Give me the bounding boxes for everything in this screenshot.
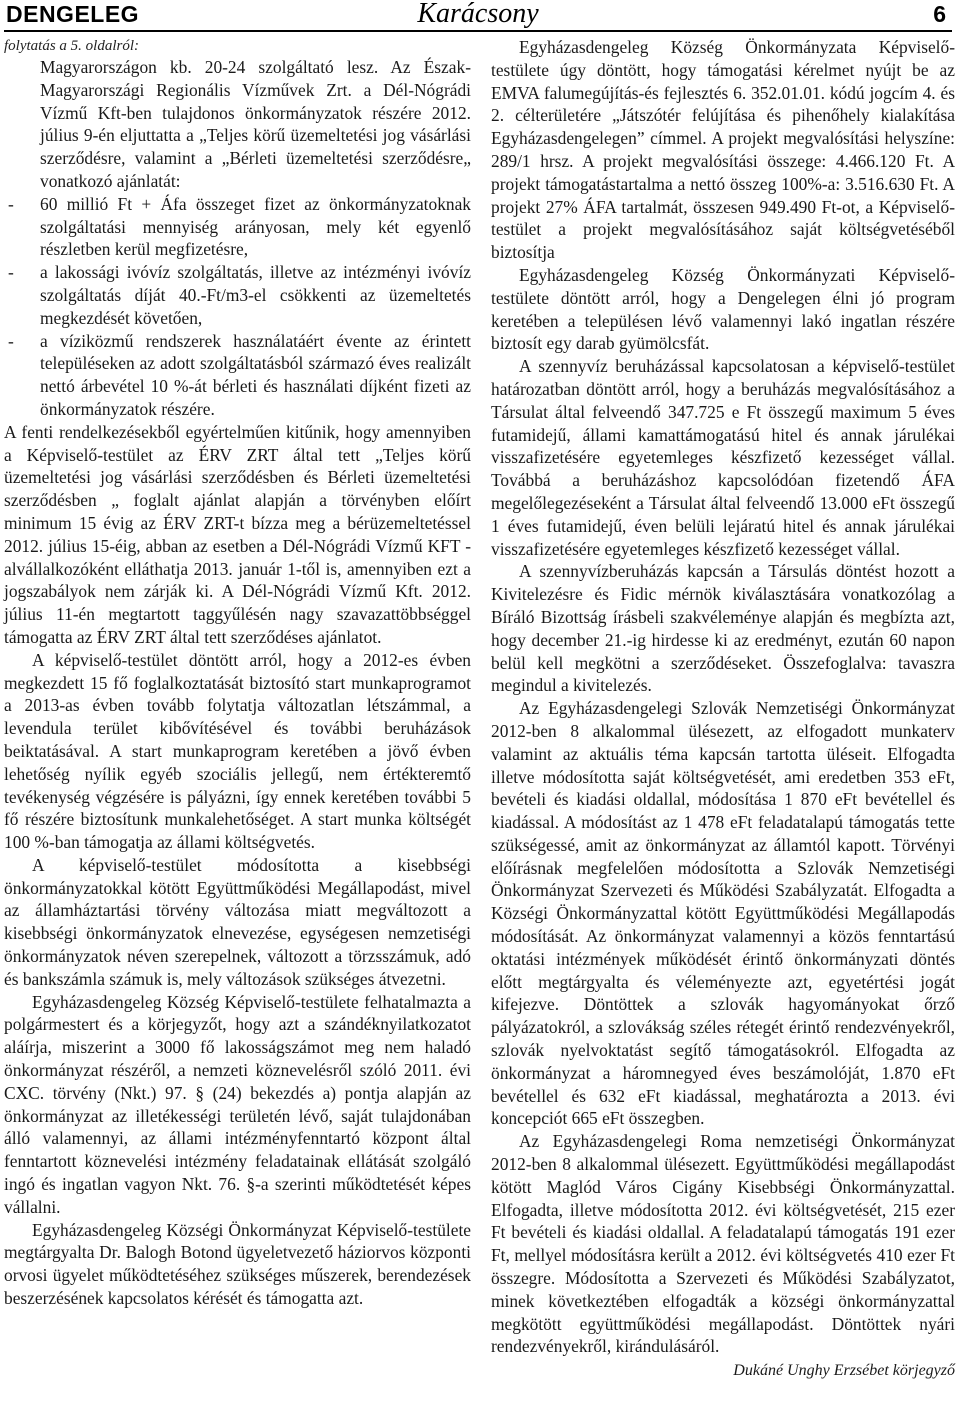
paragraph: A képviselő-testület módosította a kisebbségi önkormányzatokkal kötött Együttműködési Megállapodást, mivel az államháztartási törvény változása miatt megváltozott a kisebbségi önkormányzatok elnevezése, egységesen nemzetiségi önkormányzatok néven szerepelnek, változott a törzsszámuk, adó és bankszámla számuk is, mely változások szükséges átvezetni. [4, 854, 471, 989]
list-item: - 60 millió Ft + Áfa összeget fizet az önkormányzatoknak szolgáltatási mennyiség arányosan, mely két egyenlő részletben kerül megfizetésre, [8, 193, 471, 260]
list-item: - a lakossági ivóvíz szolgáltatás, illetve az intézményi ivóvíz szolgáltatás díját 40.-Ft/m3-el csökkenti az üzemeltetés megkezdését követően, [8, 262, 471, 328]
newspaper-title: DENGELEG [6, 1, 140, 27]
continuation-note: folytatás a 5. oldalról: [4, 38, 139, 54]
page-number: 6 [933, 1, 946, 27]
list-item: - a víziközmű rendszerek használatáért évente az érintett településeken az adott szolgáltatásból származó éves realizált nettó árbevétel 10 %-át bérleti és használati díjként fizeti az önkormányzatok részére. [8, 330, 471, 419]
signature: Dukáné Unghy Erzsébet körjegyző [733, 1362, 955, 1380]
paragraph: Egyházasdengeleg Község Önkormányzata Képviselő-testülete úgy döntött, hogy támogatási kérelmet nyújt be az EMVA falumegújítás-és fejlesztés 6. 352.01.01. kódú jogcím 4. és 2. célterületére „Játszótér felújítása és pihenőhely kialakítása Egyházasdengelegen” címmel. A projekt megvalósítási helyszíne: 289/1 hrsz. A projekt megvalósítási összege: 4.466.120 Ft. A projekt támogatástartalma a nettó összeg 100%-a: 3.516.630 Ft. A projekt 27% ÁFA tartalmát, összesen 949.490 Ft-ot, a Képviselő-testület a projekt megvalósításához saját költségvetéséből biztosítja [491, 37, 955, 263]
section-title: Karácsony [417, 0, 539, 29]
paragraph: A fenti rendelkezésekből egyértelműen kitűnik, hogy amennyiben a Képviselő-testület az ÉRV ZRT által tett „Teljes körű üzemeltetési jog vásárlási szerződésben és Bérleti üzemeltetési szerződésben „ foglalt ajánlat alapján a törvényben előírt minimum 15 évig az ÉRV ZRT-t bízza meg a bérüzemeltetéssel 2012. július 15-éig, abban az esetben a Dél-Nógrádi Vízmű KFT - alvállalkozóként elláthatja 2013. január 1-től is, amennyiben ezt a jogszabályok nem zárják ki. A Dél-Nógrádi Vízmű Kft. 2012. július 11-én megtartott taggyűlésén nagy szavazattöbbséggel támogatta az ÉRV ZRT által tett szerződéses ajánlatot. [4, 421, 471, 647]
paragraph: A szennyvízberuházás kapcsán a Társulás döntést hozott a Kivitelezésre és Fidic mérnök kiválasztására vonatkozólag a Bíráló Bizottság írásbeli szakvéleménye alapján és megbízta azt, hogy december 21.-ig hirdesse ki az eredményt, ezután 60 napon belül kell megkötni a szerződéseket. Összefoglalva: tavaszra megindul a kivitelezés. [491, 561, 955, 696]
lead-paragraph: Magyarországon kb. 20-24 szolgáltató lesz. Az Észak-Magyarországi Regionális Vízművek Zrt. a Dél-Nógrádi Vízmű Kft-ben tulajdonos önkormányzatok részére 2012. július 9-én eljuttatta a „Teljes körű üzemeltetési jog vásárlási szerződésre, valamint a „Bérleti üzemeltetési szerződésre„ vonatkozó ajánlatát: [40, 57, 471, 191]
paragraph: Az Egyházasdengelegi Roma nemzetiségi Önkormányzat 2012-ben 8 alkalommal ülésezett. Együttműködési megállapodást kötött Maglód Város Cigány Kisebbségi Önkormányzattal. Elfogadta, illetve módosította 2012. évi költségvetését, 215 ezer Ft bevételi és kiadási oldallal. A feladatalapú támogatás 191 ezer Ft, mellyel módosításra került a 2012. évi költségvetés 410 ezer Ft összegre. Módosította a Szervezeti és Működési Szabályzatot, minek következtében elfogadták a községi önkormányzattal megkötött együttműködési megállapodást. Döntöttek nyári rendezvényekről, kirándulásáról. [491, 1131, 955, 1357]
paragraph: Az Egyházasdengelegi Szlovák Nemzetiségi Önkormányzat 2012-ben 8 alkalommal ülésezett, az elfogadott munkaterv valamint az aktuális téma kapcsán tartotta üléseit. Elfogadta illetve módosította saját költségvetését, ami eredetben 353 eFt, bevételi és kiadási oldallal, módosítása 1 870 eFt bevétellel és kiadással. A módosítást az 1 478 eFt feladatalapú támogatás tette szükségessé, amit az önkormányzat az államtól kapott. Törvényi előírásnak megfelelően módosította a Szlovák Nemzetiségi Önkormányzat Szervezeti és Működési Szabályzatát. Elfogadta a Községi Önkormányzattal kötött Együttműködési Megállapodás módosítását. Az önkormányzat valamennyi a közös fenntartású oktatási intézmények működését érintő önkormányzati döntés előtt megtárgyalta és véleményezte azt, egyetértési jogát kifejezve. Döntöttek a szlovák hagyományokat őrző pályázatokról, a szlovákság széles rétegét érintő rendezvényekről, szlovák nyelvoktatást segítő támogatásokról. Elfogadta az önkormányzat a háromnegyed éves beszámolóját, 1.870 eFt bevétellel és 632 eFt kiadással, meghatározta a 2013. évi koncepciót 665 eFt összegben. [491, 698, 955, 1129]
right-column [491, 36, 955, 1383]
paragraph: A szennyvíz beruházással kapcsolatosan a képviselő-testület határozatban döntött arról, hogy a beruházás megvalósításához a Társulat által felveendő 347.725 e Ft összegű maximum 5 éves futamidejű, állami kamattámogatású hitel és annak járulékai visszafizetésére egyetemleges készfizető kezességet vállal. Továbbá a beruházáshoz kapcsolódóan fizetendő ÁFA megelőlegezéseként a Társulat által felveendő 13.000 eFt összegű 1 éves futamidejű, éven belüli lejáratú hitel és annak járulékai visszafizetésére egyetemleges készfizető kezességet vállal. [491, 356, 955, 559]
left-column [4, 36, 471, 1310]
paragraph: Egyházasdengeleg Község Képviselő-testülete felhatalmazta a polgármestert és a körjegyzőt, hogy azt a szándéknyilatkozatot aláírja, miszerint a 3000 fő lakosságszámot meg nem haladó önkormányzat részéről, a nemzeti köznevelésről szóló 2011. évi CXC. törvény (Nkt.) 97. § (24) bekezdés a) pontja alapján az önkormányzat az illetékességi területén lévő, saját tulajdonában álló valamennyi, az állami intézményfenntartó központ által fenntartott köznevelési intézmény feladatainak ellátását szolgáló ingó és ingatlan vagyon Nkt. 76. §-a szerinti működtetését képes vállalni. [4, 991, 471, 1217]
paragraph: A képviselő-testület döntött arról, hogy a 2012-es évben megkezdett 15 fő foglalkoztatását biztosító start munkaprogramot a 2013-as évben tovább folytatja változatlan létszámmal, a levendula terület kibővítésével és további beruházások beiktatásával. A start munkaprogram keretében a jövő évben lehetőség nyílik egyéb szociális jellegű, nem értékteremtő tevékenység végzésére is pályázni, így ennek keretében további 5 fő részére biztosítunk munkalehetőséget. A start munka költségét 100 %-ban támogatja az állami költségvetés. [4, 649, 471, 853]
paragraph: Egyházasdengeleg Községi Önkormányzat Képviselő-testülete megtárgyalta Dr. Balogh Botond ügyeletvezető háziorvos központi orvosi ügyelet működtetéséhez szükséges műszerek, berendezések beszerzésének kapcsolatos kérését és támogatta azt. [4, 1219, 471, 1309]
paragraph: Egyházasdengeleg Község Önkormányzati Képviselő-testülete döntött arról, hogy a Dengelegen élni jó program keretében a településen lévő valamennyi lakó ingatlan részére biztosít egy darab gyümölcsfát. [491, 264, 955, 354]
page-header [4, 0, 952, 32]
